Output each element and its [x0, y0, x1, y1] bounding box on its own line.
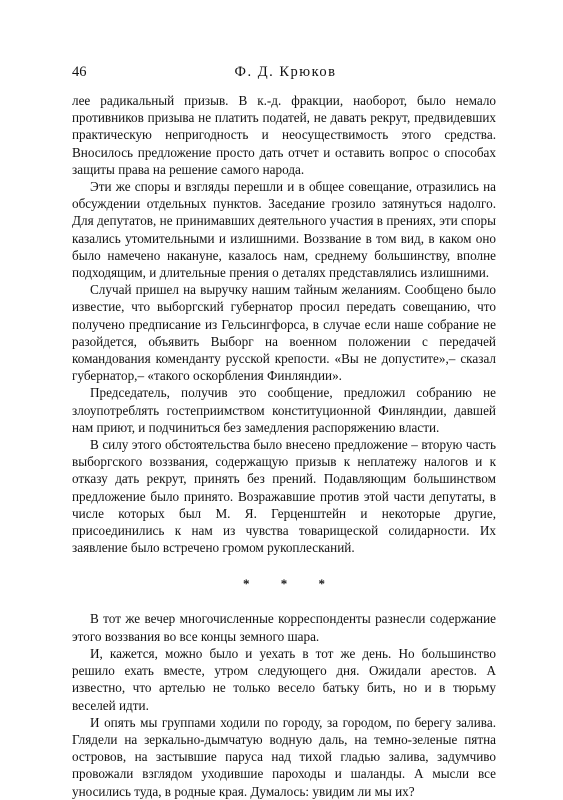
- page-header: [72, 64, 499, 84]
- paragraph: лее радикальный призыв. В к.-д. фракции, наоборот, было немало противников призыва не платить податей, не давать рекрут, предвидевших практическую непригодность и неосуществимость этого средства. Вносилось предложение просто дать отчет и оставить вопрос о способах защиты права на решение самого народа.: [72, 93, 496, 177]
- paragraph: И опять мы группами ходили по городу, за городом, по берегу залива. Глядели на зеркально-дымчатую водную даль, на темно-зеленые пятна островов, на застывшие паруса над тихой гладью залива, задумчиво провожали взглядом уходившие пароходы и шаланды. А мысли все уносились туда, в родные края. Думалось: увидим ли мы их?: [72, 714, 496, 799]
- running-head: Ф. Д. Крюков: [234, 64, 337, 80]
- paragraph: Эти же споры и взгляды перешли и в общее совещание, отразились на обсуждении отдельных пунктов. Заседание грозило затянуться надолго. Для депутатов, не принимавших деятельного участия в прениях, эти споры казались утомительными и излишними. Воззвание в том вид, в каком оно было намечено накануне, казалось нам, среднему большинству, вполне подходящим, и длительные прения о деталях представлялись излишними.: [72, 179, 496, 281]
- paragraph: В тот же вечер многочисленные корреспонденты разнесли содержание этого воззвания во все концы земного шара.: [72, 611, 496, 644]
- page-body: [72, 92, 496, 800]
- paragraph: Случай пришел на выручку нашим тайным желаниям. Сообщено было известие, что выборгский губернатор просил передать совещанию, что получено предписание из Гельсингфорса, в случае если наше собрание не разойдется, объявить Выборг на военном положении с передачей командования коменданту русской крепости. «Вы не допустите»,– сказал губернатор,– «такого оскорбления Финляндии».: [72, 282, 496, 384]
- page-number: 46: [72, 64, 87, 80]
- paragraph: И, кажется, можно было и уехать в тот же день. Но большинство решило ехать вместе, утром следующего дня. Ожидали арестов. А известно, что артелью не только весело батьку бить, но и в тюрьму веселей идти.: [72, 645, 496, 713]
- paragraph: В силу этого обстоятельства было внесено предложение – вторую часть выборгского воззвания, содержащую призыв к неплатежу налогов и к отказу дать рекрут, принять без прений. Подавляющим большинством предложение было принято. Возражавшие против этой части депутаты, в числе которых был М. Я. Герценштейн и некоторые другие, присоединились к нам из чувства товарищеской солидарности. Их заявление было встречено громом рукоплесканий.: [72, 437, 496, 556]
- paragraph: Председатель, получив это сообщение, предложил собранию не злоупотреблять гостеприимством конституционной Финляндии, давшей нам приют, и подчиниться без замедления распоряжению власти.: [72, 385, 496, 435]
- section-separator: * * *: [243, 576, 339, 592]
